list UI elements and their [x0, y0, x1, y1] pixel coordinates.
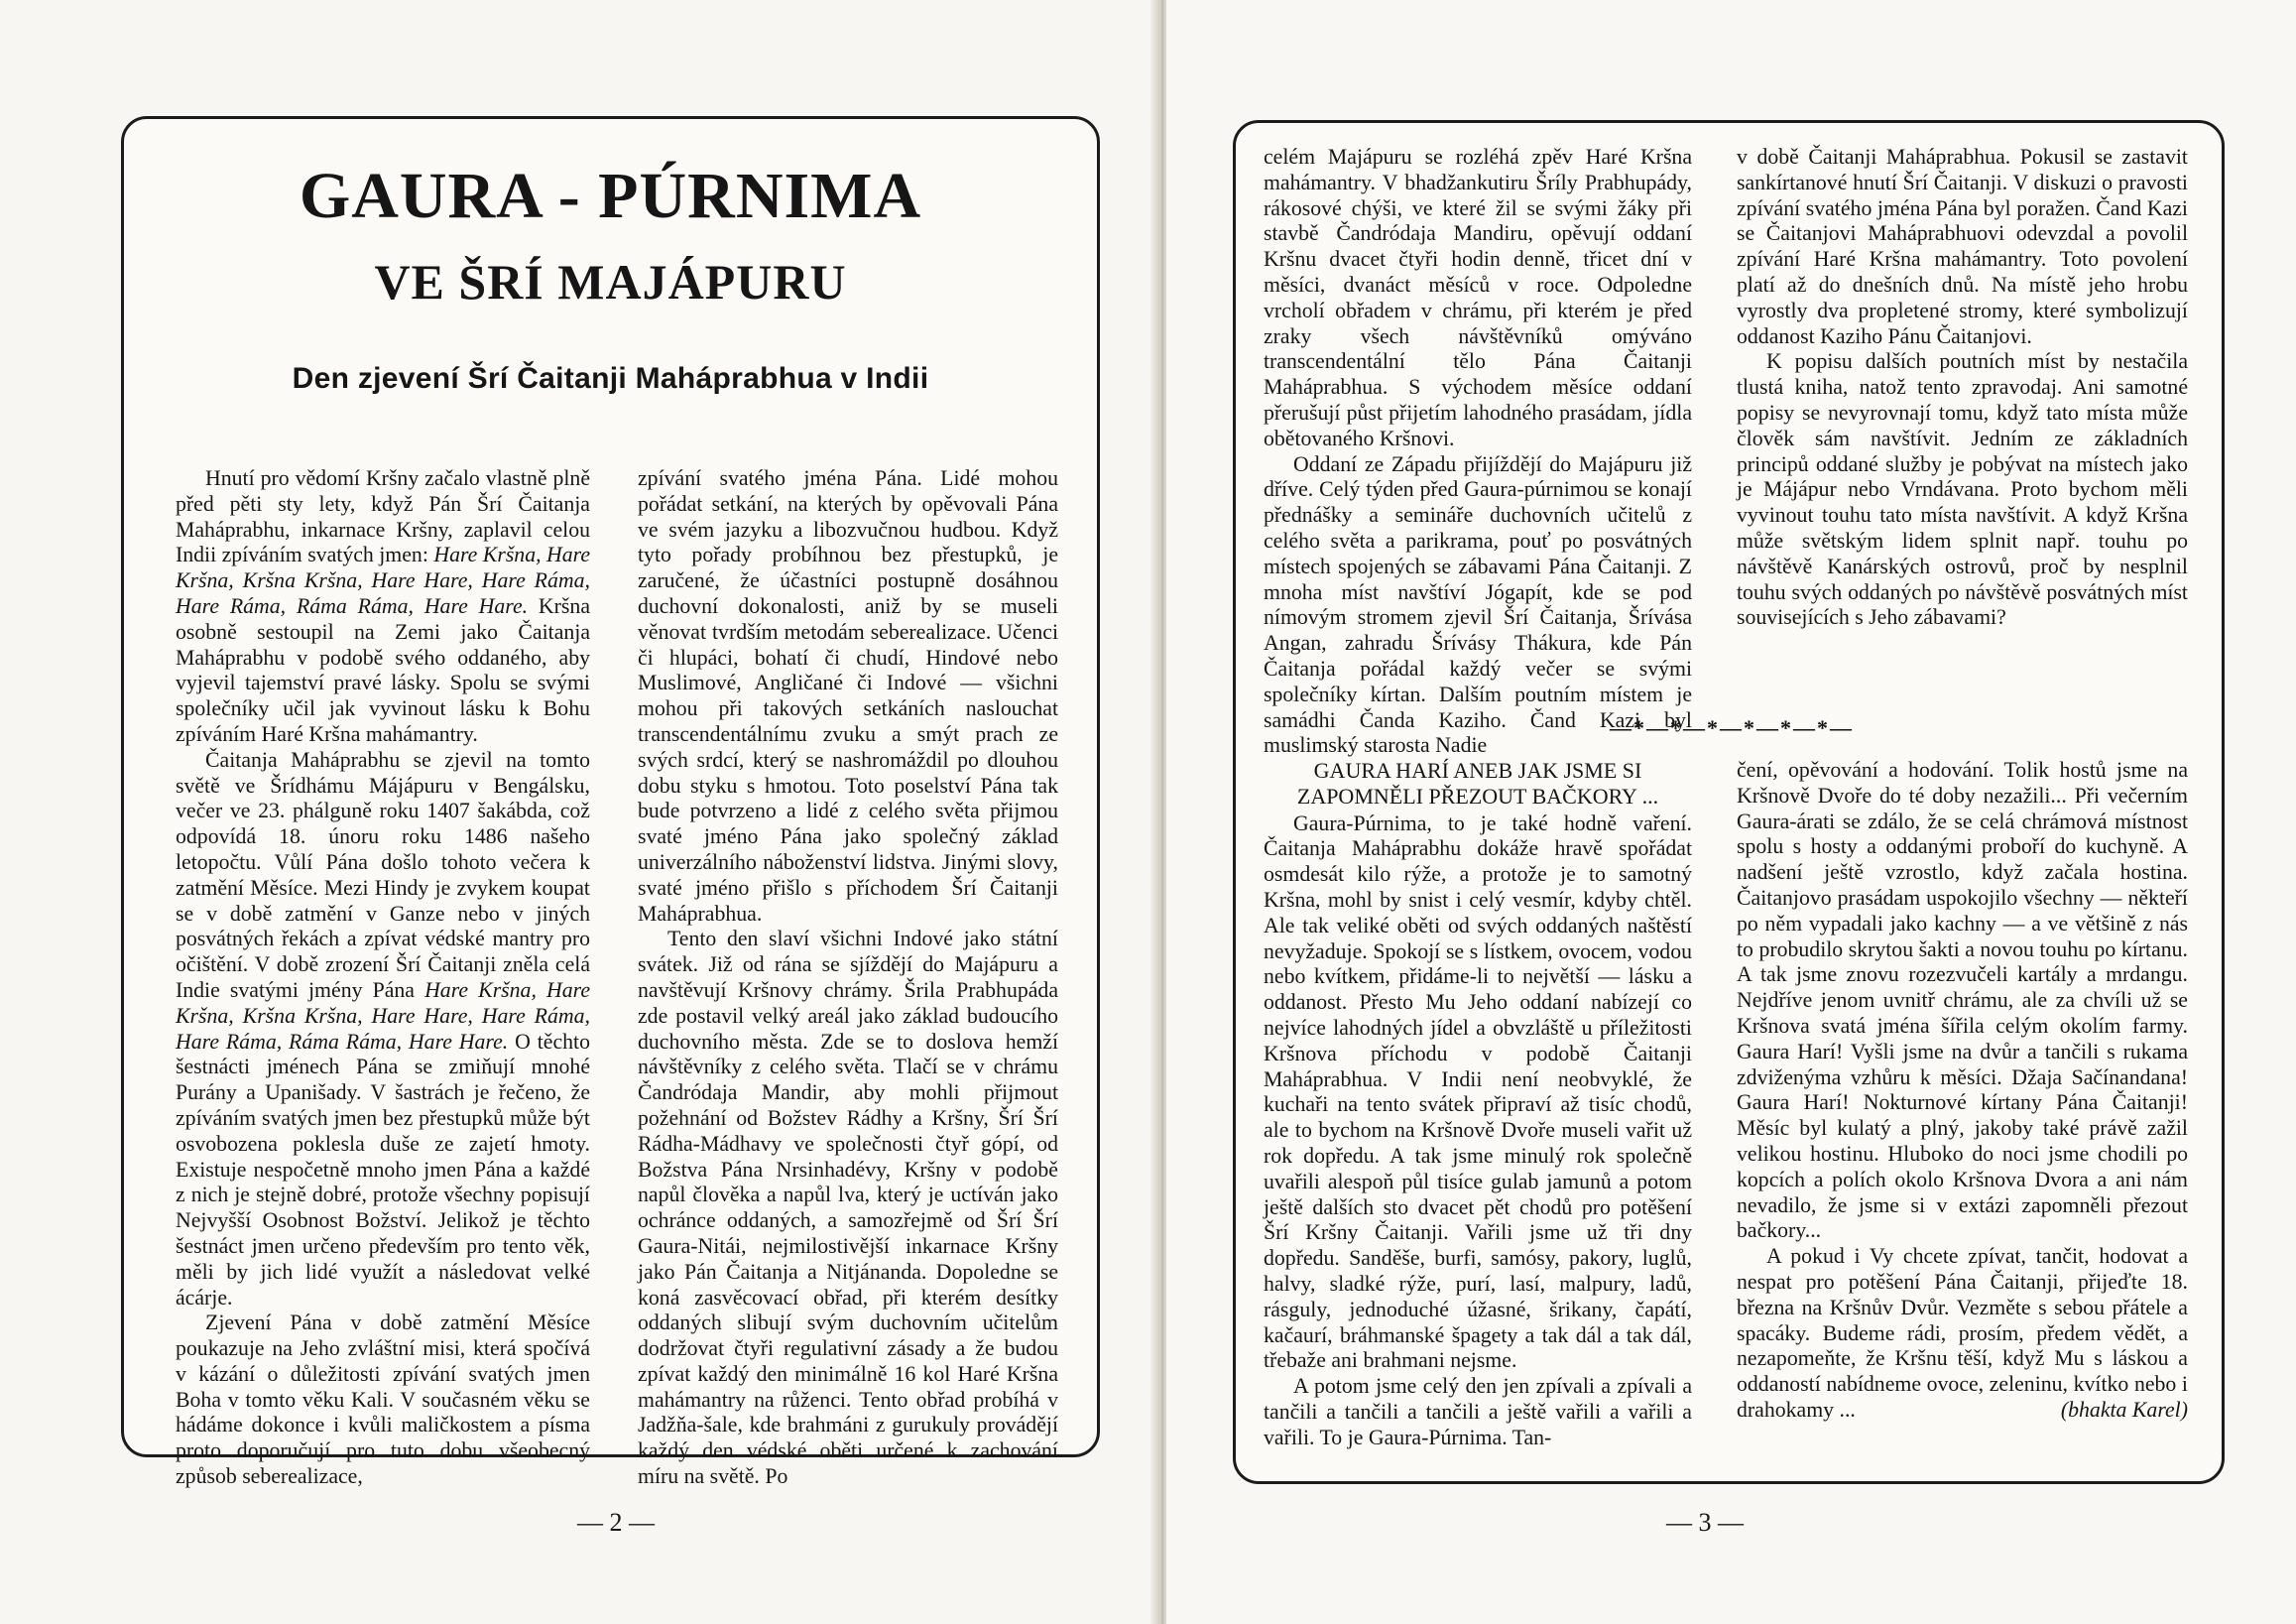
mantra-text: Hare Kršna, Hare Kršna, Kršna Kršna, Hare Hare, Hare Ráma, Hare Ráma, Ráma Ráma, Hare Hare. — [176, 977, 590, 1054]
mantra-text: Hare Kršna, Hare Kršna, Kršna Kršna, Hare Hare, Hare Ráma, Hare Ráma, Ráma Ráma, Hare Hare. — [176, 543, 591, 618]
article-title: GAURA - PÚRNIMA — [299, 160, 922, 232]
page-number-right: — 3 — — [1666, 1508, 1744, 1537]
section-heading: GAURA HARÍ ANEB JAK JSME SI ZAPOMNĚLI PŘEZOUT BAČKORY ... — [1296, 758, 1659, 809]
paragraph: Gaura-Púrnima, to je také hodně vaření. Čaitanja Maháprabhu dokáže hravě spořádat osmdesát kilo rýže, a protože je to samotný Kršna, mohl by snist i celý vesmír, kdyby chtěl. Ale tak veliké oběti od svých oddaných naštěstí nevyžaduje. Spokojí se s lístkem, ovocem, vodou nebo kvítkem, přidáme-li to největší — lásku a oddanost. Přesto Mu Jeho oddaní nabízejí co nejvíce lahodných jídel a obvzláště u příležitosti Kršnova příchodu v podobě Čaitanji Maháprabhua. V Indii není neobvyklé, že kuchaři na tento svátek připraví až tisíc chodů, ale to bychom na Kršnově Dvoře museli vařit už rok dopředu. A tak jsme minulý rok společně uvařili alespoň půl tisíce gulab jamunů a potom ještě dalších sto dvacet pět chodů pro potěšení Šrí Kršny Čaitanji. Vařili jsme už tři dny dopředu. Sanděše, burfi, samósy, pakory, luglů, halvy, sladké rýže, purí, lasí, malpury, ladů, rásguly, jednoduché úžasné, šrikany, čapátí, kačaurí, bráhmanské špagety a tak dál a tak dál, třebaže ani brahmani nejsme. — [1264, 811, 1692, 1373]
right-column-2 — [1737, 145, 2188, 631]
article-tagline: Den zjevení Šrí Čaitanji Maháprabhua v Indii — [292, 362, 929, 395]
right-column-3 — [1264, 758, 1692, 1451]
left-column-2 — [638, 466, 1058, 1490]
paragraph: celém Majápuru se rozléhá zpěv Haré Kršna mahámantry. V bhadžankutiru Šríly Prabhupády, rákosové chýši, ve které žil se svými žáky při stavbě Čandródaja Mandiru, opěvují oddaní Kršnu dvacet čtyři hodin denně, třicet dní v měsíci, dvanáct měsíců v roce. Odpoledne vrcholí obřadem v chrámu, při kterém je před zraky všech návštěvníků omýváno transcendentální tělo Pána Čaitanji Maháprabhua. S východem měsíce oddaní přerušují půst přijetím lahodného prasádam, jídla obětovaného Kršnovi. — [1264, 145, 1692, 450]
paragraph: v době Čaitanji Maháprabhua. Pokusil se zastavit sankírtanové hnutí Šrí Čaitanji. V diskuzi o pravosti zpívání svatého jména Pána byl poražen. Čand Kazi se Čaitanjovi Maháprabhuovi odevzdal a povolil zpívání Haré Kršna mahámantry. Toto povolení platí až do dnešních dnů. Na místě jeho hrobu vyrostly dva propletené stromy, které symbolizují oddanost Kaziho Pánu Čaitanjovi. — [1737, 145, 2188, 348]
section-divider: —*—*—*—*—*—*— — [1610, 715, 1854, 740]
right-column-4 — [1737, 758, 2188, 1424]
paragraph: Hnutí pro vědomí Kršny začalo vlastně plně před pěti sty lety, když Pán Šrí Čaitanja Maháprabhu, inkarnace Kršny, zaplavil celou Indii zpíváním svatých jmen: Hare Kršna, Hare Kršna, Kršna Kršna, Hare Hare, Hare Ráma, Hare Ráma, Ráma Ráma, Hare Hare. Kršna osobně sestoupil na Zemi jako Čaitanja Maháprabhu v podobě svého oddaného, aby vyjevil tajemství pravé lásky. Spolu se svými společníky učil jak vyvinout lásku k Bohu zpíváním Haré Kršna mahámantry. — [176, 466, 591, 746]
right-column-1 — [1264, 145, 1692, 759]
paragraph: Zjevení Pána v době zatmění Měsíce poukazuje na Jeho zvláštní misi, která spočívá v kázání o důležitosti zpívání svatých jmen Boha v tomto věku Kali. V současném věku se hádáme dokonce i kvůli maličkostem a písma proto doporučují pro tuto dobu všeobecný způsob seberealizace, — [176, 1311, 590, 1489]
article-subtitle: VE ŠRÍ MAJÁPURU — [374, 254, 847, 310]
paragraph: A potom jsme celý den jen zpívali a zpívali a tančili a tančili a tančili a ještě vařili a vařili a vařili. To je Gaura-Púrnima. Tan- — [1264, 1374, 1692, 1449]
right-article-frame — [1233, 120, 2225, 1484]
paragraph: A pokud i Vy chcete zpívat, tančit, hodovat a nespat pro potěšení Pána Čaitanji, přijeďte 18. března na Kršnův Dvůr. Vezměte s sebou přátele a spacáky. Budeme rádi, prosím, předem vědět, a nezapomeňte, že Kršnu těší, když Mu s láskou a oddaností nabídneme ovoce, zeleninu, kvítko nebo i drahokamy ... (bhakta Karel) — [1737, 1244, 2188, 1422]
paragraph: čení, opěvování a hodování. Tolik hostů jsme na Kršnově Dvoře do té doby nezažili... Při večerním Gaura-árati se zdálo, že se celá chrámová místnost spolu s hosty a oddanými proboří do kuchyně. A nadšení ještě vzrostlo, když začala hostina. Čaitanjovo prasádam uspokojilo všechny — někteří po něm vypadali jako kachny — a ve většině z nás to probudilo skrytou šakti a novou touhu po kírtanu. A tak jsme znovu rozezvučeli kartály a mrdangu. Nejdříve jenom uvnitř chrámu, ale za chvíli už se Kršnova svatá jména šířila celým okolím farmy. Gaura Harí! Vyšli jsme na dvůr a tančili s rukama zdviženýma vzhůru k měsíci. Džaja Sačínandana! Gaura Harí! Nokturnové kírtany Pána Čaitanji! Měsíc byl kulatý a plný, jakoby také právě zažil velikou hostinu. Hluboko do noci jsme chodili po kopcích a polích okolo Kršnova Dvora a ani nám nevadilo, že jsme si v extázi zapomněli přezout bačkory... — [1737, 758, 2188, 1243]
page-number-left: — 2 — — [577, 1508, 655, 1537]
left-article-frame — [121, 116, 1100, 1489]
paragraph: Oddaní ze Západu přijíždějí do Majápuru již dříve. Celý týden před Gaura-púrnimou se konají přednášky a semináře duchovních učitelů z celého světa a parikrama, pouť po posvátných místech spojených se zábavami Pána Čaitanji. Z mnoha míst navštíví Jógapít, kde se pod nímovým stromem zjevil Šrí Čaitanja, Šrívása Angan, zahradu Šrívásy Thákura, kde Pán Čaitanja pořádal každý večer se svými společníky kírtan. Dalším poutním místem je samádhi Čanda Kaziho. Čand Kazi byl muslimský starosta Nadie — [1264, 451, 1692, 758]
left-column-1 — [176, 466, 590, 1490]
paragraph: zpívání svatého jména Pána. Lidé mohou pořádat setkání, na kterých by opěvovali Pána ve svém jazyku a libozvučnou hudbou. Když tyto pořady probíhnou bez přestupků, je zaručené, že účastníci postupně dosáhnou duchovní dokonalosti, aniž by se museli věnovat tvrdším metodám seberealizace. Učenci či hlupáci, bohatí či chudí, Hindové nebo Muslimové, Angličané či Indové — všichni mohou při takových setkáních naslouchat transcendentálnímu zvuku a smýt prach ze svých srdcí, který se nashromáždil po dlouhou dobu styku s hmotou. Toto poselství Pána tak bude potvrzeno a lidé z celého světa přijmou svaté jméno Pána jako společný základ univerzálního náboženství lidstva. Jinými slovy, svaté jméno přišlo s příchodem Šrí Čaitanji Maháprabhua. — [638, 466, 1058, 926]
paragraph: K popisu dalších poutních míst by nestačila tlustá kniha, natož tento zpravodaj. Ani samotné popisy se nevyrovnají tomu, když tato místa může člověk sám navštívit. Jedním ze základních principů oddané služby je pobývat na místech jako je Májápur nebo Vrndávana. Proto bychom měli vyvinout touhu tato místa navštívit. A když Kršna může světským lidem splnit např. touhu po návštěvě Kanárských ostrovů, proč by nesplnil touhu svých oddaných po návštěvě posvátných míst souvisejících s Jeho zábavami? — [1737, 349, 2188, 630]
paragraph: Čaitanja Maháprabhu se zjevil na tomto světě ve Šrídhámu Májápuru v Bengálsku, večer ve 23. phálguně roku 1407 šakábda, což odpovídá 18. únoru roku 1486 našeho letopočtu. Vůlí Pána došlo tohoto večera k zatmění Měsíce. Mezi Hindy je zvykem koupat se v době zatmění v Ganze nebo v jiných posvátných řekách a zpívat védské mantry pro očištění. V době zrození Šrí Čaitanji zněla celá Indie svatými jmény Pána Hare Kršna, Hare Kršna, Kršna Kršna, Hare Hare, Hare Ráma, Hare Ráma, Ráma Ráma, Hare Hare. O těchto šestnácti jménech Pána se zmiňují mnohé Purány a Upanišady. V šastrách je řečeno, že zpíváním svatých jmen bez přestupků může být osvobozena poklesla duše ze zajetí hmoty. Existuje nespočetně mnoho jmen Pána a každé z nich je stejně dobré, protože všechny popisují Nejvyšší Osobnost Božství. Jelikož je těchto šestnáct jmen určeno především pro tento věk, měli by jich lidé využít a následovat velké ácárje. — [176, 747, 590, 1310]
signature: (bhakta Karel) — [2060, 1397, 2188, 1422]
paragraph: Tento den slaví všichni Indové jako státní svátek. Již od rána se sjíždějí do Majápuru a navštěvují Kršnovy chrámy. Šrila Prabhupáda zde postavil velký areál jako základ budoucího duchovního města. Zde se to doslova hemží návštěvníky z celého světa. Tlačí se v chrámu Čandródaja Mandir, aby mohli přijmout požehnání od Božstev Rádhy a Kršny, Šrí Šrí Rádha-Mádhavy ve společnosti čtyř gópí, od Božstva Pána Nrsinhadévy, Kršny v podobě napůl člověka a napůl lva, který je uctíván jako ochránce oddaných, a samozřejmě od Šrí Šrí Gaura-Nitái, nejmilostivější inkarnace Kršny jako Pán Čaitanja a Nitjánanda. Dopoledne se koná zasvěcovací obřad, při kterém desítky oddaných slibují svým duchovním učitelům dodržovat čtyři regulativní zásady a že budou zpívat každý den minimálně 16 kol Haré Kršna mahámantry na růženci. Tento obřad probíhá v Jadžňa-šale, kde brahmáni z gurukuly provádějí každý den védské oběti určené k zachování míru na světě. Po — [638, 927, 1058, 1489]
